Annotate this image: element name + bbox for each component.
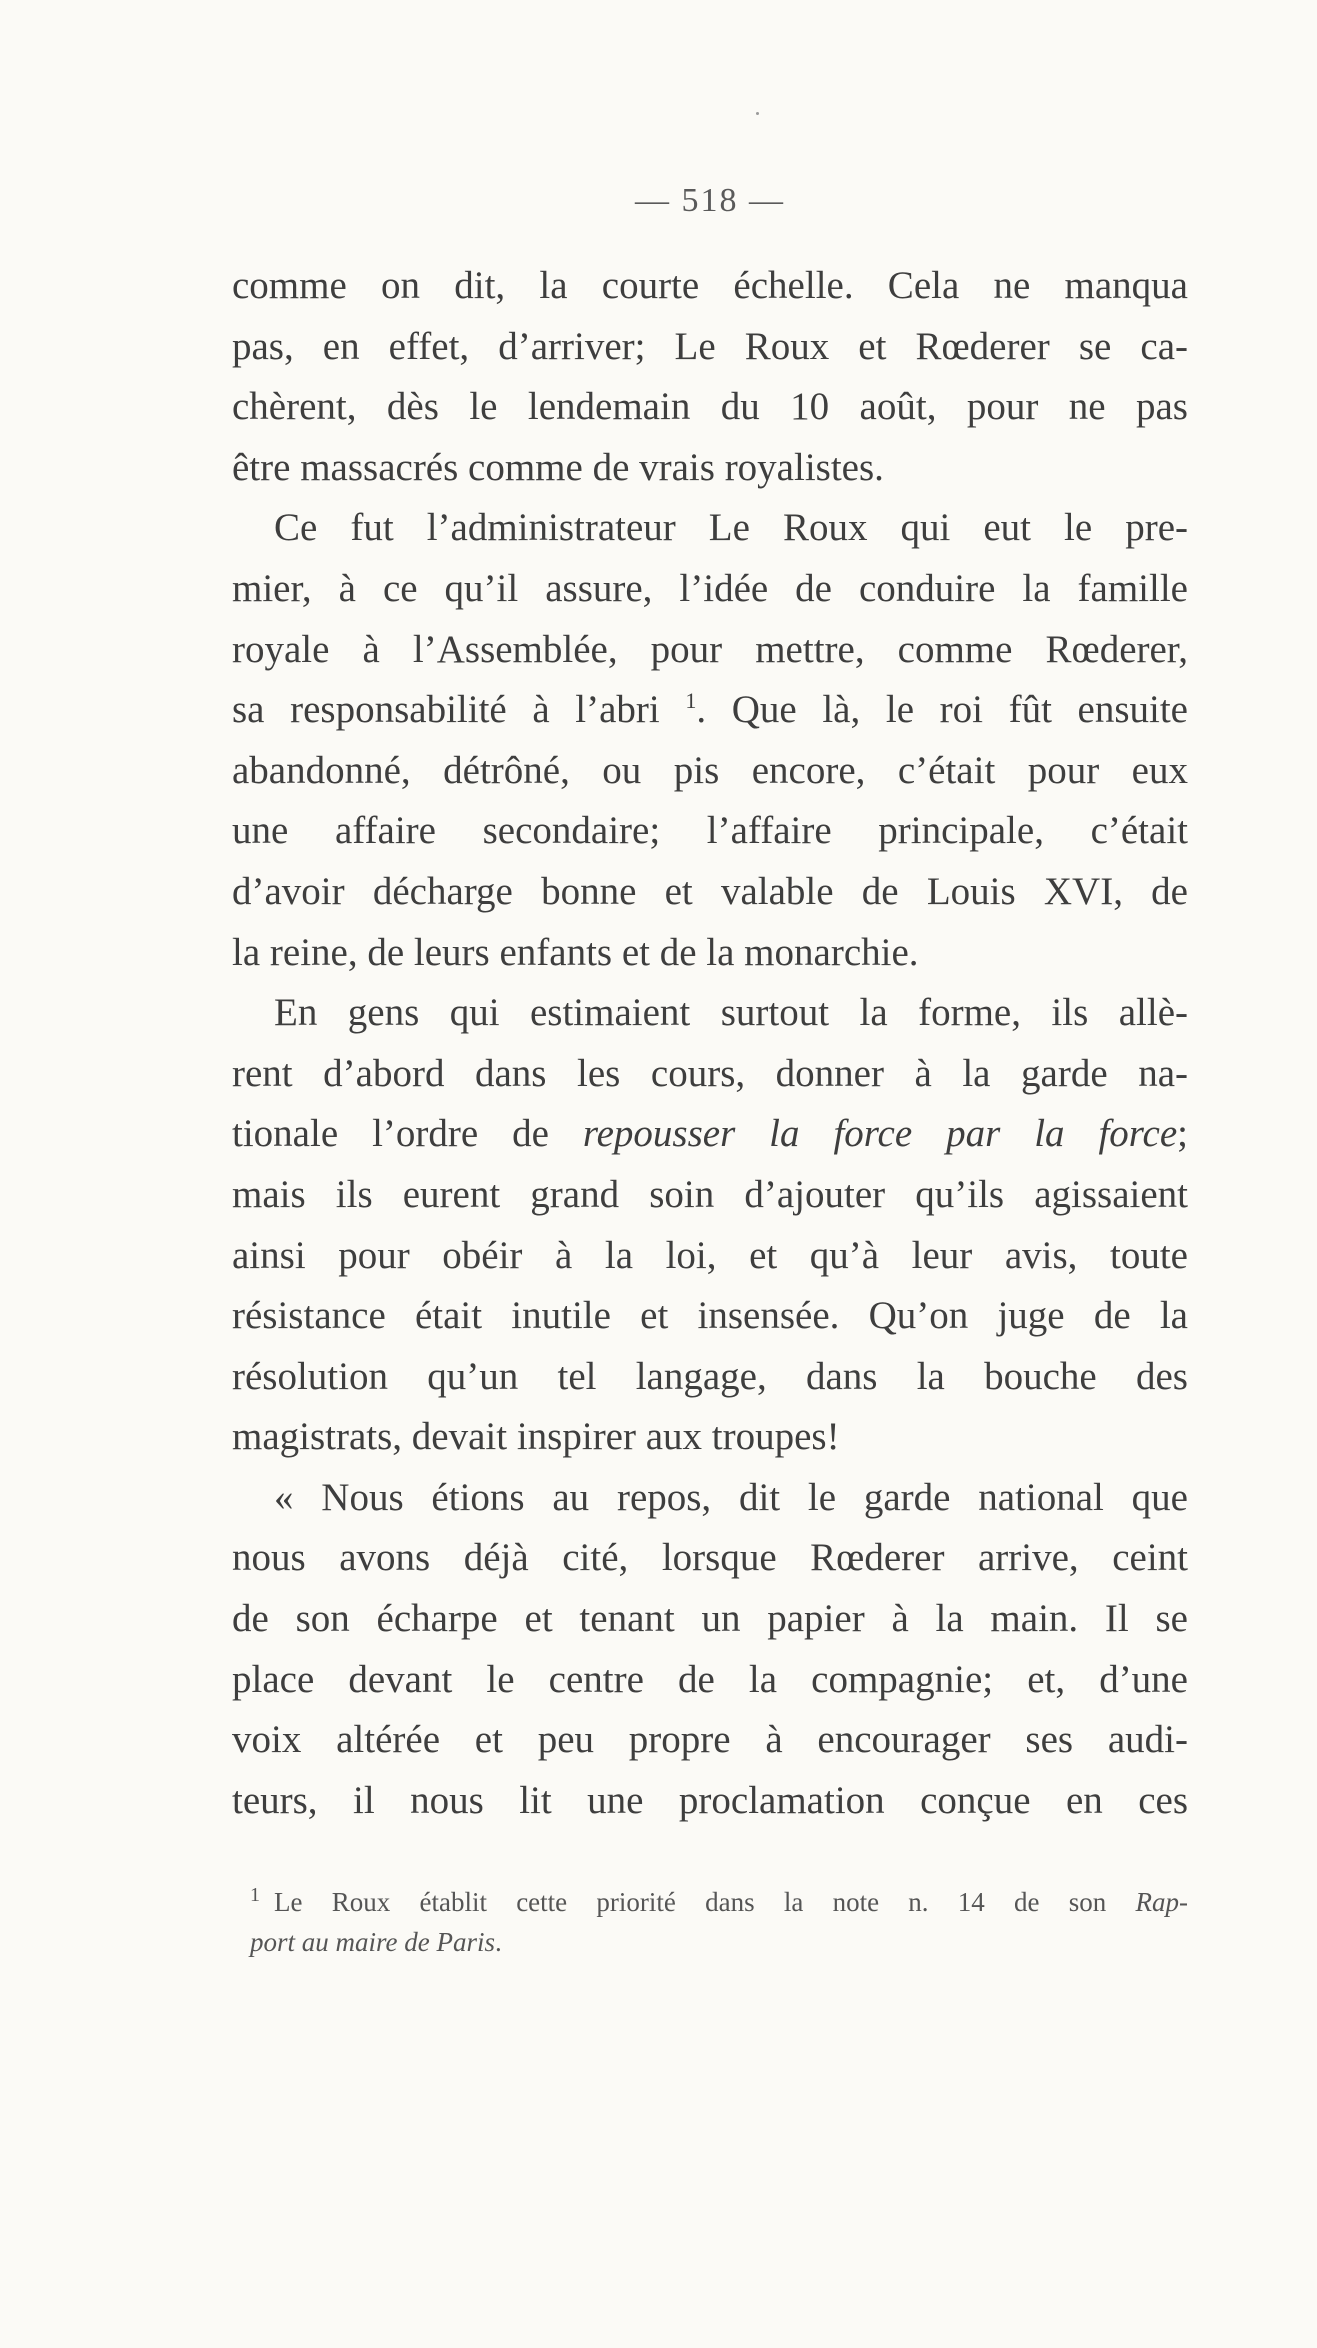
- text-line: rent d’abord dans les cours, donner à la garde na-: [232, 1051, 1188, 1095]
- ink-speck: [756, 112, 759, 115]
- footnote-marker: 1: [250, 1884, 260, 1906]
- text-line: comme on dit, la courte échelle. Cela ne manqua: [232, 264, 1188, 307]
- text-line: royale à l’Assemblée, pour mettre, comme Rœderer,: [232, 627, 1188, 671]
- text-segment: . Que là, le roi fût ensuite: [696, 688, 1188, 732]
- footnote-text: .: [495, 1927, 502, 1957]
- text-line-with-italic: [232, 1104, 1188, 1165]
- text-line-with-note: [232, 680, 1188, 741]
- footnote: [250, 1882, 1188, 1962]
- text-line: nous avons déjà cité, lorsque Rœderer arrive, ceint: [232, 1536, 1188, 1580]
- text-line: En gens qui estimaient surtout la forme, ils allè-: [274, 991, 1188, 1035]
- page-number: — 518 —: [635, 182, 785, 219]
- italic-phrase: repousser la force par la force: [582, 1112, 1178, 1156]
- footnote-reference[interactable]: 1: [685, 688, 697, 714]
- text-line: magistrats, devait inspirer aux troupes!: [232, 1415, 840, 1459]
- text-segment: ;: [1177, 1112, 1188, 1156]
- text-line: Ce fut l’administrateur Le Roux qui eut le pre-: [274, 506, 1188, 550]
- text-line: « Nous étions au repos, dit le garde national que: [274, 1475, 1188, 1519]
- text-line: être massacrés comme de vrais royalistes.: [232, 445, 884, 489]
- book-page: [232, 0, 1188, 2348]
- footnote-text: Le Roux établit cette priorité dans la note n. 14 de son: [274, 1887, 1107, 1917]
- text-line: d’avoir décharge bonne et valable de Louis XVI, de: [232, 869, 1188, 913]
- text-line: une affaire secondaire; l’affaire principale, c’était: [232, 809, 1188, 853]
- footnote-italic: port au maire de Paris: [250, 1927, 495, 1957]
- text-line: la reine, de leurs enfants et de la monarchie.: [232, 930, 919, 974]
- text-segment: tionale l’ordre de: [232, 1112, 583, 1156]
- text-segment: sa responsabilité à l’abri: [232, 688, 660, 732]
- text-line: chèrent, dès le lendemain du 10 août, pour ne pas: [232, 385, 1188, 429]
- text-line: mier, à ce qu’il assure, l’idée de conduire la famille: [232, 566, 1188, 610]
- text-line: résolution qu’un tel langage, dans la bouche des: [232, 1354, 1188, 1398]
- text-line: abandonné, détrôné, ou pis encore, c’était pour eux: [232, 748, 1188, 792]
- footnote-italic: Rap-: [1135, 1887, 1189, 1917]
- text-line: place devant le centre de la compagnie; et, d’une: [232, 1657, 1188, 1701]
- footnote-line: [250, 1882, 1188, 1922]
- text-line: résistance était inutile et insensée. Qu’on juge de la: [232, 1294, 1188, 1338]
- text-line: mais ils eurent grand soin d’ajouter qu’ils agissaient: [232, 1172, 1188, 1216]
- text-line: pas, en effet, d’arriver; Le Roux et Rœderer se ca-: [232, 324, 1188, 368]
- text-line: de son écharpe et tenant un papier à la main. Il se: [232, 1597, 1188, 1641]
- body-text: [232, 256, 1188, 1831]
- footnote-line: [250, 1922, 1188, 1962]
- text-line: voix altérée et peu propre à encourager ses audi-: [232, 1718, 1188, 1762]
- text-line: teurs, il nous lit une proclamation conçue en ces: [232, 1778, 1188, 1822]
- text-line: ainsi pour obéir à la loi, et qu’à leur avis, toute: [232, 1233, 1188, 1277]
